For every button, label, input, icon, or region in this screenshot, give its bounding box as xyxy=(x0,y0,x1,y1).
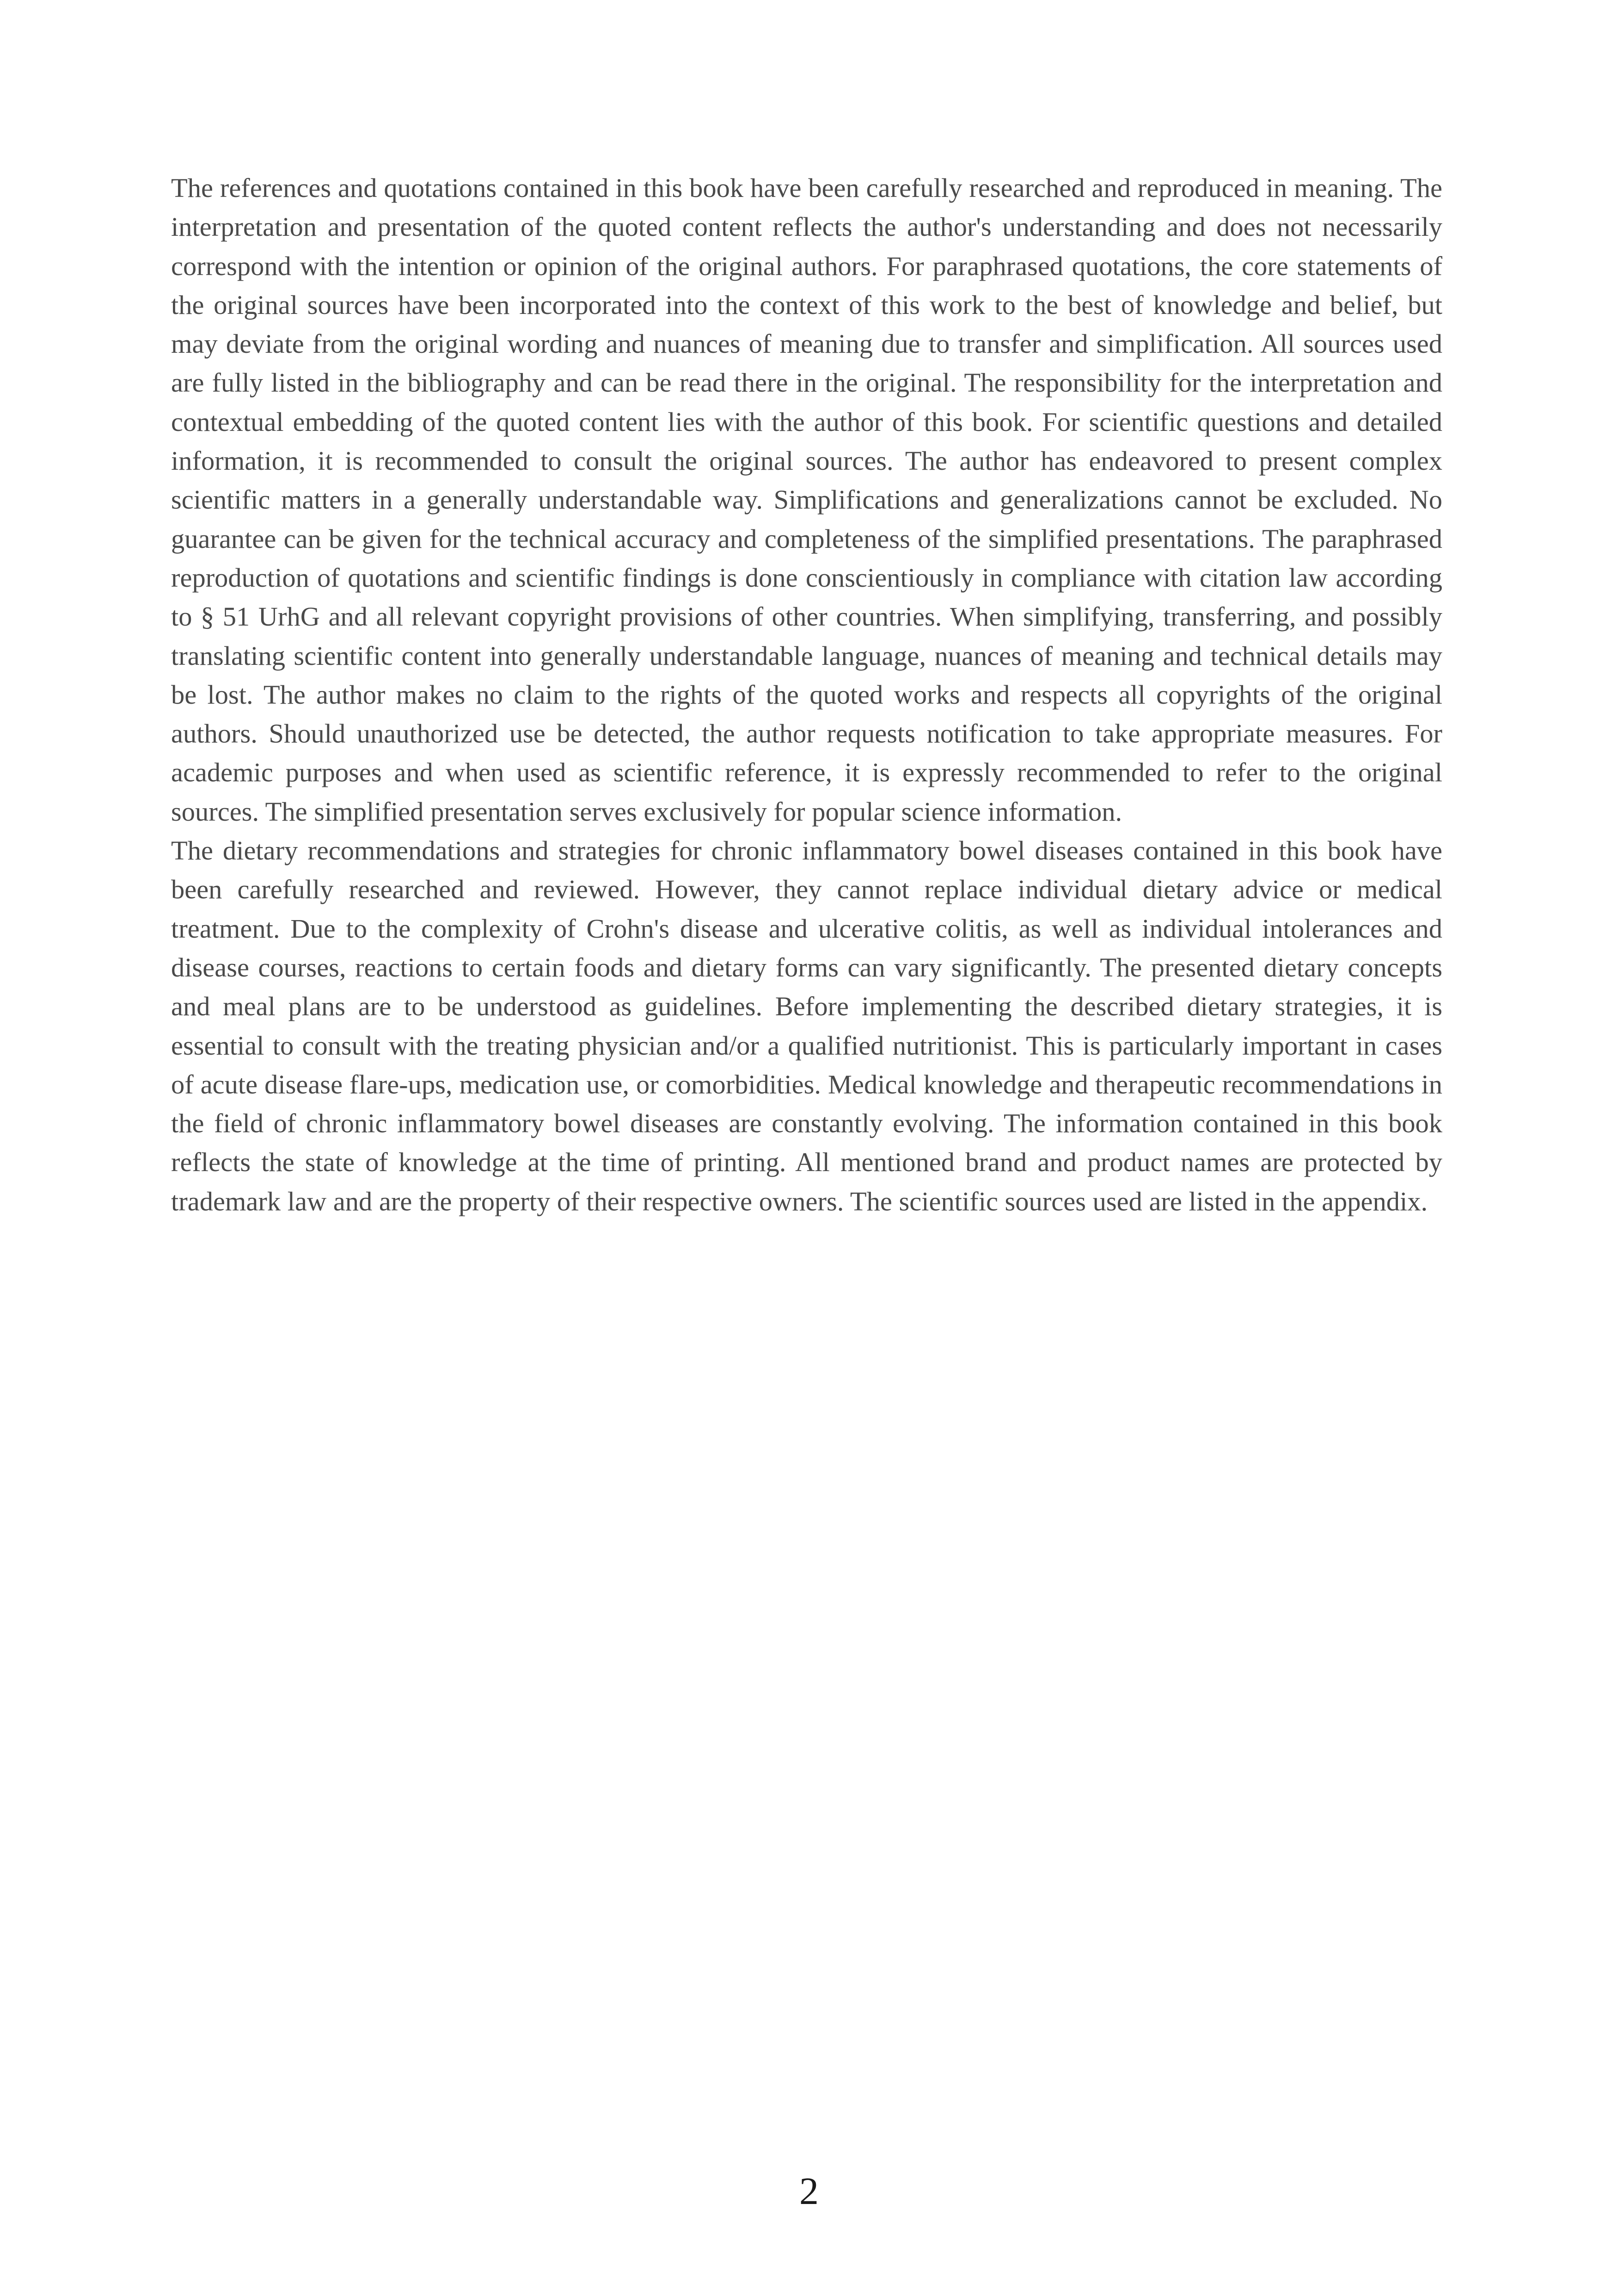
body-text xyxy=(171,169,1442,1221)
page-number: 2 xyxy=(799,2170,819,2213)
disclaimer-paragraph-dietary: The dietary recommendations and strategies for chronic inflammatory bowel diseases contained in this book have been carefully researched and reviewed. However, they cannot replace individual dietary advice or medical treatment. Due to the complexity of Crohn's disease and ulcerative colitis, as well as individual intolerances and disease courses, reactions to certain foods and dietary forms can vary significantly. The presented dietary concepts and meal plans are to be understood as guidelines. Before implementing the described dietary strategies, it is essential to consult with the treating physician and/or a qualified nutritionist. This is particularly important in cases of acute disease flare-ups, medication use, or comorbidities. Medical knowledge and therapeutic recommendations in the field of chronic inflammatory bowel diseases are constantly evolving. The information contained in this book reflects the state of knowledge at the time of printing. All mentioned brand and product names are protected by trademark law and are the property of their respective owners. The scientific sources used are listed in the appendix. xyxy=(171,835,1442,1216)
disclaimer-paragraph-citations: The references and quotations contained in this book have been carefully researched and reproduced in meaning. The interpretation and presentation of the quoted content reflects the author's understanding and does not necessarily correspond with the intention or opinion of the original authors. For paraphrased quotations, the core statements of the original sources have been incorporated into the context of this work to the best of knowledge and belief, but may deviate from the original wording and nuances of meaning due to transfer and simplification. All sources used are fully listed in the bibliography and can be read there in the original. The responsibility for the interpretation and contextual embedding of the quoted content lies with the author of this book. For scientific questions and detailed information, it is recommended to consult the original sources. The author has endeavored to present complex scientific matters in a generally understandable way. Simplifications and generalizations cannot be excluded. No guarantee can be given for the technical accuracy and completeness of the simplified presentations. The paraphrased reproduction of quotations and scientific findings is done conscientiously in compliance with citation law according to § 51 UrhG and all relevant copyright provisions of other countries. When simplifying, transferring, and possibly translating scientific content into generally understandable language, nuances of meaning and technical details may be lost. The author makes no claim to the rights of the quoted works and respects all copyrights of the original authors. Should unauthorized use be detected, the author requests notification to take appropriate measures. For academic purposes and when used as scientific reference, it is expressly recommended to refer to the original sources. The simplified presentation serves exclusively for popular science information. xyxy=(171,173,1442,827)
